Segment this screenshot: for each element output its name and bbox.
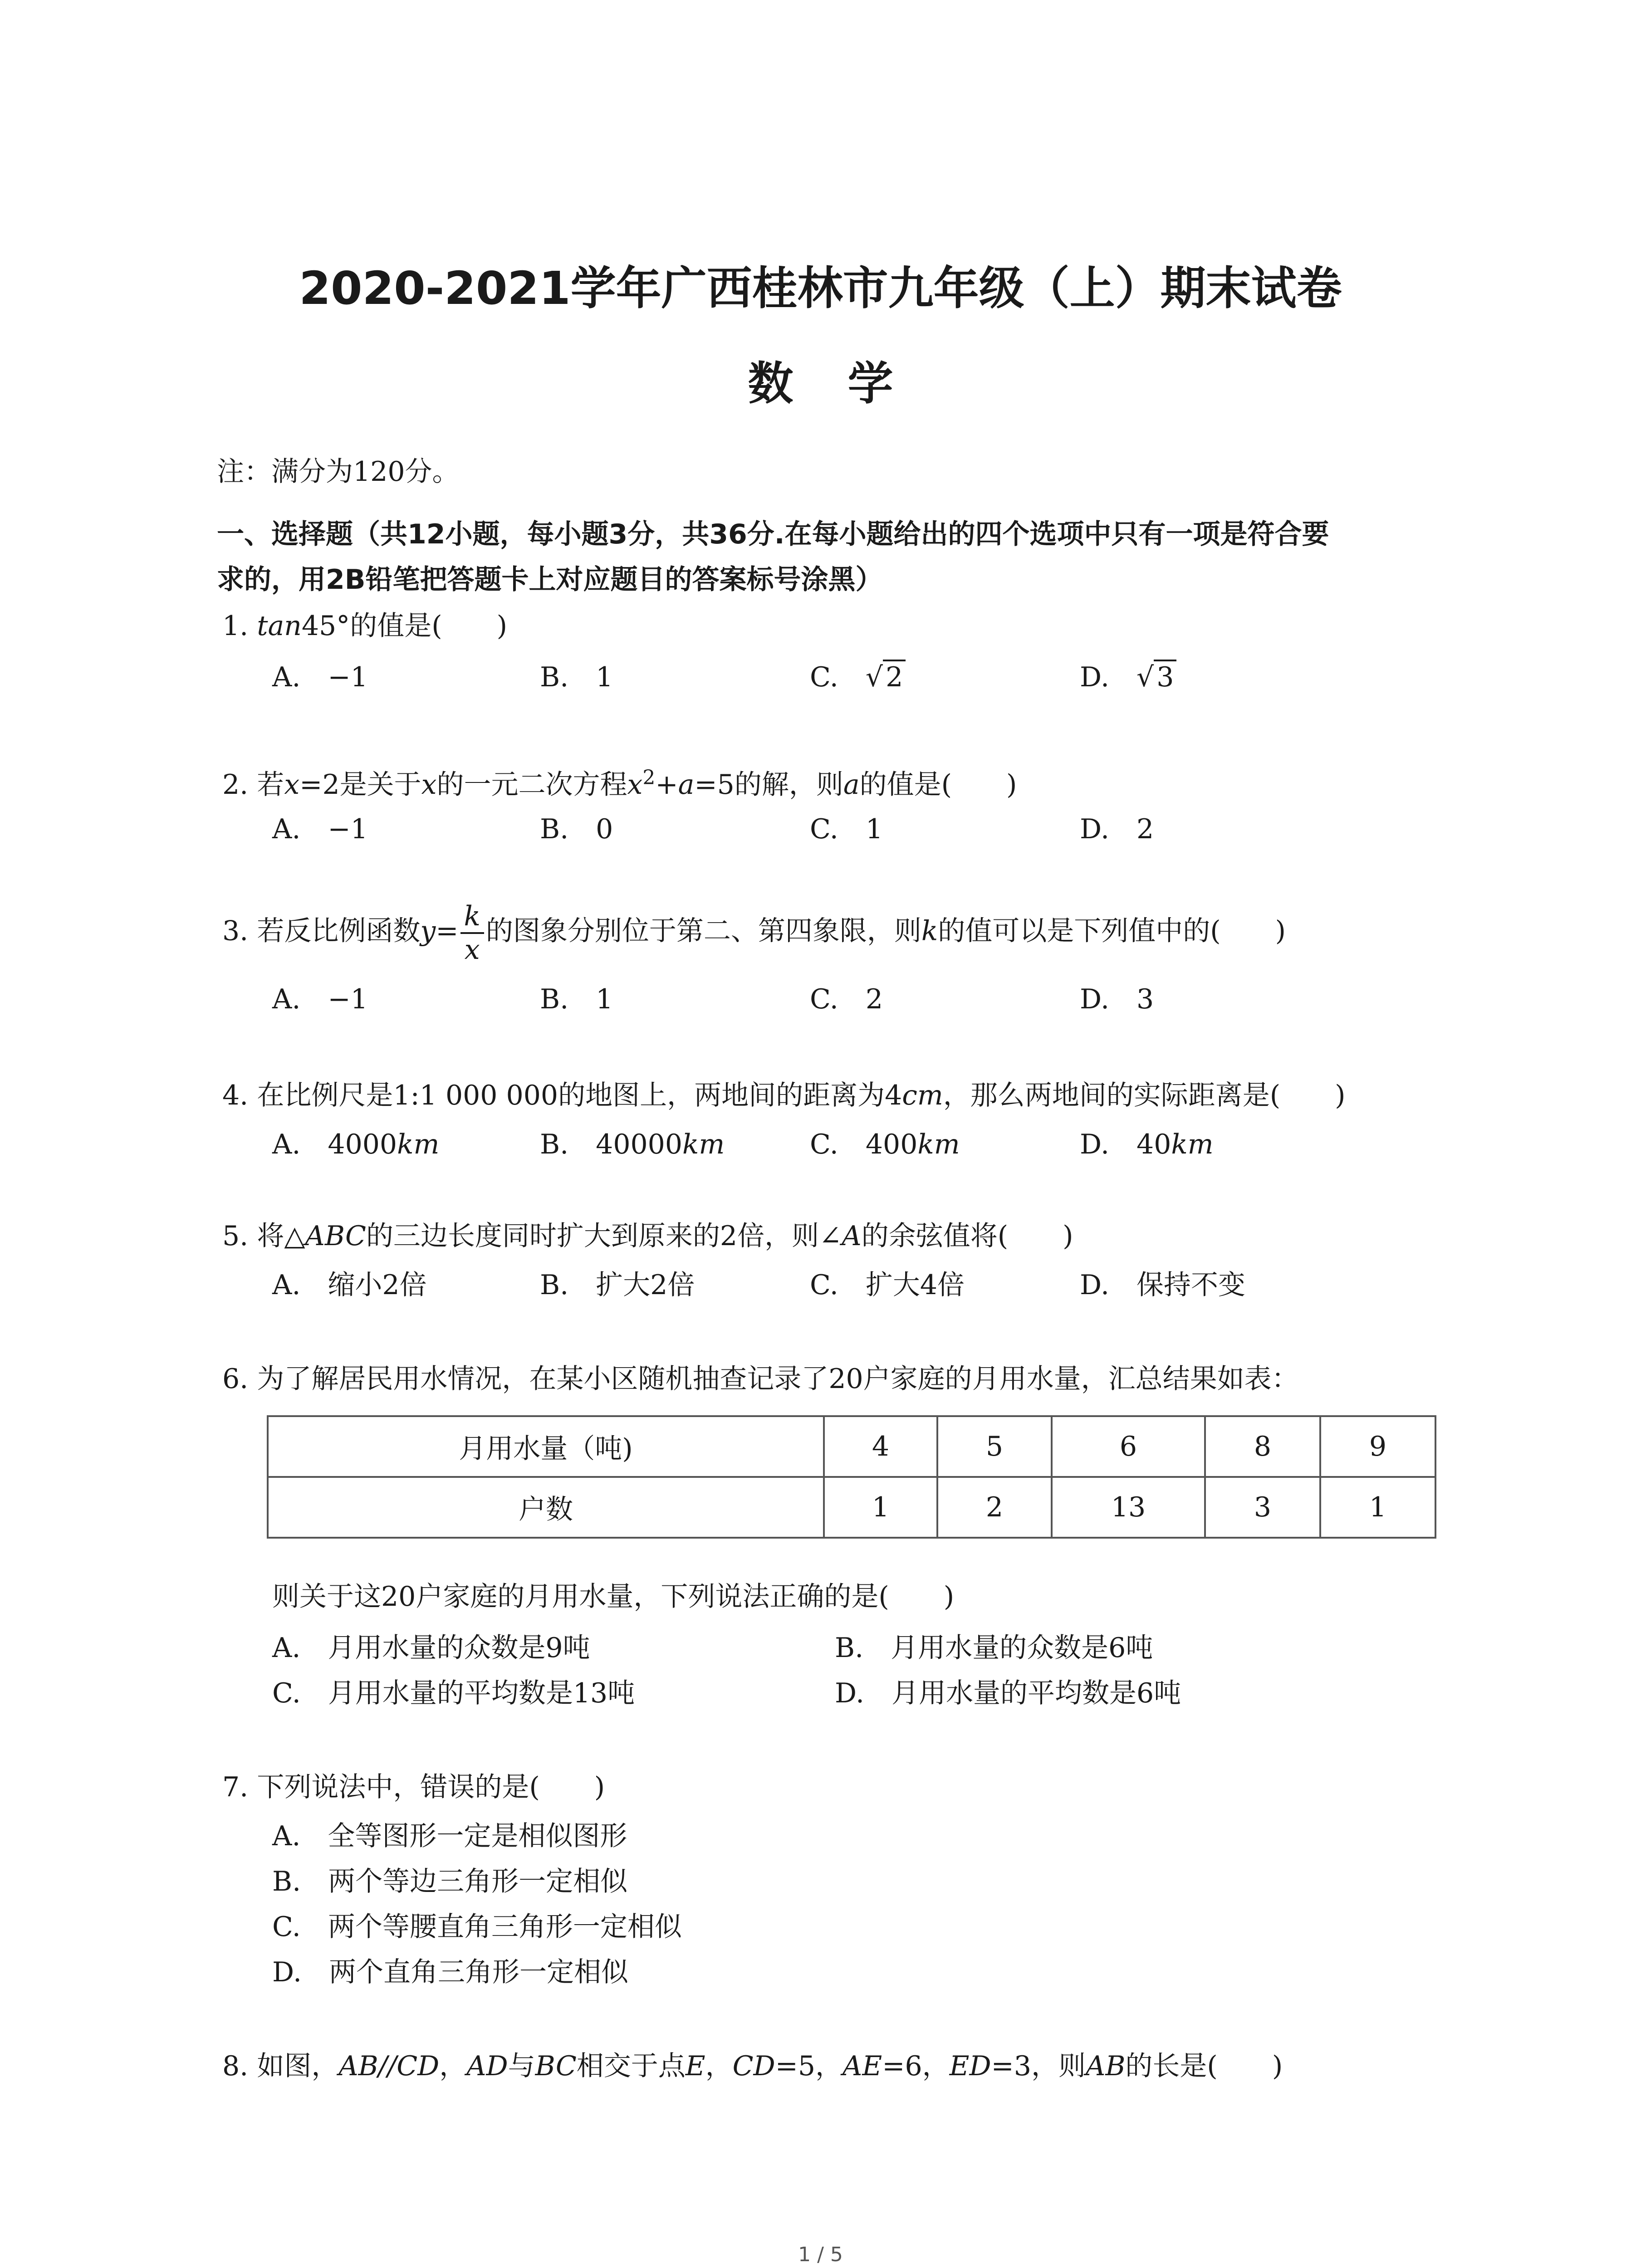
text: 的一元二次方程: [436, 769, 627, 801]
question-2-stem: [222, 760, 1017, 803]
table-cell: 13: [1052, 1477, 1205, 1538]
text: =5的解，则: [694, 769, 843, 801]
q3-option-d: D. 3: [1080, 983, 1154, 1015]
table-cell: 8: [1205, 1416, 1320, 1477]
text: +: [655, 769, 678, 801]
q7-option-b: B. 两个等边三角形一定相似: [272, 1866, 628, 1897]
table-row: [268, 1416, 1435, 1477]
segment-ed: ED: [949, 2050, 991, 2082]
text: 将△: [257, 1220, 305, 1252]
text: ，那么两地间的实际距离是( ): [943, 1080, 1346, 1111]
section-heading-line2: 求的，用2B铅笔把答题卡上对应题目的答案标号涂黑）: [217, 564, 883, 596]
question-number: 7.: [222, 1771, 249, 1803]
question-number: 1.: [222, 610, 249, 642]
question-number: 4.: [222, 1080, 249, 1111]
sqrt-symbol: √ 2: [866, 661, 906, 693]
text: 在比例尺是1:1 000 000的地图上，两地间的距离为4: [257, 1080, 902, 1111]
triangle-name: ABC: [305, 1220, 366, 1252]
text: 的值是( ): [859, 769, 1017, 801]
text: 为了解居民用水情况，在某小区随机抽查记录了20户家庭的月用水量，汇总结果如表：: [257, 1363, 1299, 1395]
q6-option-b: B. 月用水量的众数是6吨: [835, 1632, 1153, 1664]
q2-option-c: C. 1: [810, 813, 883, 845]
text: 下列说法中，错误的是( ): [257, 1771, 605, 1803]
table-cell: 1: [824, 1477, 937, 1538]
question-5-stem: [222, 1218, 1073, 1254]
sqrt-symbol: √ 3: [1136, 661, 1176, 693]
question-7-stem: [222, 1769, 605, 1805]
question-6-followup: 则关于这20户家庭的月用水量，下列说法正确的是( ): [272, 1581, 955, 1613]
var-x: x: [627, 769, 643, 801]
question-6-stem: [222, 1361, 1299, 1397]
unit-cm: cm: [902, 1080, 943, 1111]
q3-option-b: B. 1: [540, 983, 613, 1015]
q6-option-d: D. 月用水量的平均数是6吨: [835, 1677, 1181, 1709]
subject-title: 数学: [748, 357, 948, 410]
text: 的图象分别位于第二、第四象限，则: [485, 915, 921, 947]
q5-option-d: D. 保持不变: [1080, 1269, 1246, 1301]
var-x: x: [421, 769, 437, 801]
text: 的值可以是下列值中的( ): [938, 915, 1286, 947]
option-label: C. 400: [810, 1129, 918, 1160]
var-a: a: [843, 769, 860, 801]
point-e: E: [685, 2050, 705, 2082]
var-y: y: [420, 915, 436, 947]
radicand: 2: [883, 660, 906, 693]
page-title: 2020-2021学年广西桂林市九年级（上）期末试卷: [299, 262, 1342, 315]
segment-ab: AB: [338, 2050, 378, 2082]
text: 如图，: [257, 2050, 339, 2082]
segment-ab: AB: [1086, 2050, 1126, 2082]
q6-option-a: A. 月用水量的众数是9吨: [272, 1632, 590, 1664]
unit-km: km: [917, 1129, 960, 1160]
unit-km: km: [397, 1129, 440, 1160]
q4-option-b: [540, 1123, 725, 1162]
table-cell: 4: [824, 1416, 937, 1477]
text: 若反比例函数: [257, 915, 421, 947]
option-label: D. 40: [1080, 1129, 1171, 1160]
q5-option-c: C. 扩大4倍: [810, 1269, 965, 1301]
fraction: [460, 900, 484, 966]
segment-ad: AD: [466, 2050, 508, 2082]
option-label: D.: [1080, 661, 1110, 693]
table-cell: 1: [1320, 1477, 1435, 1538]
text: 若: [257, 769, 284, 801]
score-note: 注：满分为120分。: [217, 456, 460, 488]
text: =6，: [882, 2050, 950, 2082]
var-x: x: [284, 769, 300, 801]
water-usage-table: [267, 1415, 1436, 1539]
q1-option-c: [810, 655, 906, 694]
q4-option-d: [1080, 1123, 1214, 1162]
question-number: 5.: [222, 1220, 249, 1252]
segment-ae: AE: [843, 2050, 882, 2082]
question-1-stem: [222, 608, 507, 644]
var-k: k: [921, 915, 938, 947]
page-number: 1 / 5: [798, 2243, 843, 2266]
table-cell: 9: [1320, 1416, 1435, 1477]
text: =2是关于: [299, 769, 421, 801]
q5-option-b: B. 扩大2倍: [540, 1269, 695, 1301]
text: ，: [439, 2050, 467, 2082]
option-label: A. 4000: [272, 1129, 397, 1160]
table-cell: 月用水量（吨): [268, 1416, 824, 1477]
q6-option-c: C. 月用水量的平均数是13吨: [272, 1677, 635, 1709]
parallel-symbol: //: [378, 2050, 397, 2082]
text: 与: [508, 2050, 535, 2082]
text: 的余弦值将( ): [861, 1220, 1073, 1252]
section-heading-line1: 一、选择题（共12小题，每小题3分，共36分.在每小题给出的四个选项中只有一项是符合要: [217, 518, 1329, 550]
text: 的三边长度同时扩大到原来的2倍，则∠: [366, 1220, 842, 1252]
question-number: 2.: [222, 769, 249, 801]
q4-option-c: [810, 1123, 960, 1162]
text: 的长是( ): [1125, 2050, 1283, 2082]
question-number: 8.: [222, 2050, 249, 2082]
q7-option-d: D. 两个直角三角形一定相似: [272, 1956, 629, 1988]
option-label: B. 40000: [540, 1129, 683, 1160]
question-4-stem: [222, 1077, 1346, 1114]
question-number: 3.: [222, 915, 249, 947]
segment-cd: CD: [732, 2050, 775, 2082]
q3-option-c: C. 2: [810, 983, 883, 1015]
text: ，: [705, 2050, 733, 2082]
numerator: k: [460, 900, 484, 934]
option-label: C.: [810, 661, 838, 693]
text: 相交于点: [576, 2050, 686, 2082]
q2-option-a: A. −1: [272, 813, 368, 845]
text: =5，: [775, 2050, 843, 2082]
q4-option-a: [272, 1123, 439, 1162]
q7-option-c: C. 两个等腰直角三角形一定相似: [272, 1911, 682, 1943]
q1-option-b: B. 1: [540, 661, 613, 693]
table-cell: 3: [1205, 1477, 1320, 1538]
segment-bc: BC: [535, 2050, 577, 2082]
segment-cd: CD: [397, 2050, 440, 2082]
text: =: [436, 915, 459, 947]
q3-option-a: A. −1: [272, 983, 368, 1015]
tan-symbol: tan: [257, 610, 302, 642]
denominator: x: [464, 934, 480, 966]
q1-option-d: [1080, 655, 1176, 694]
table-cell: 5: [937, 1416, 1052, 1477]
table-row: [268, 1477, 1435, 1538]
q1-option-a: A. −1: [272, 661, 368, 693]
q2-option-b: B. 0: [540, 813, 613, 845]
unit-km: km: [1171, 1129, 1214, 1160]
q7-option-a: A. 全等图形一定是相似图形: [272, 1820, 627, 1852]
angle-name: A: [842, 1220, 862, 1252]
unit-km: km: [682, 1129, 725, 1160]
table-cell: 2: [937, 1477, 1052, 1538]
question-3-stem: [222, 900, 1286, 966]
var-a: a: [678, 769, 695, 801]
exponent: 2: [642, 766, 656, 789]
question-text: 45°的值是( ): [301, 610, 508, 642]
question-8-stem: [222, 2048, 1283, 2084]
radicand: 3: [1154, 660, 1176, 693]
table-cell: 户数: [268, 1477, 824, 1538]
text: =3，则: [991, 2050, 1086, 2082]
q5-option-a: A. 缩小2倍: [272, 1269, 427, 1301]
question-number: 6.: [222, 1363, 249, 1395]
q2-option-d: D. 2: [1080, 813, 1154, 845]
table-cell: 6: [1052, 1416, 1205, 1477]
